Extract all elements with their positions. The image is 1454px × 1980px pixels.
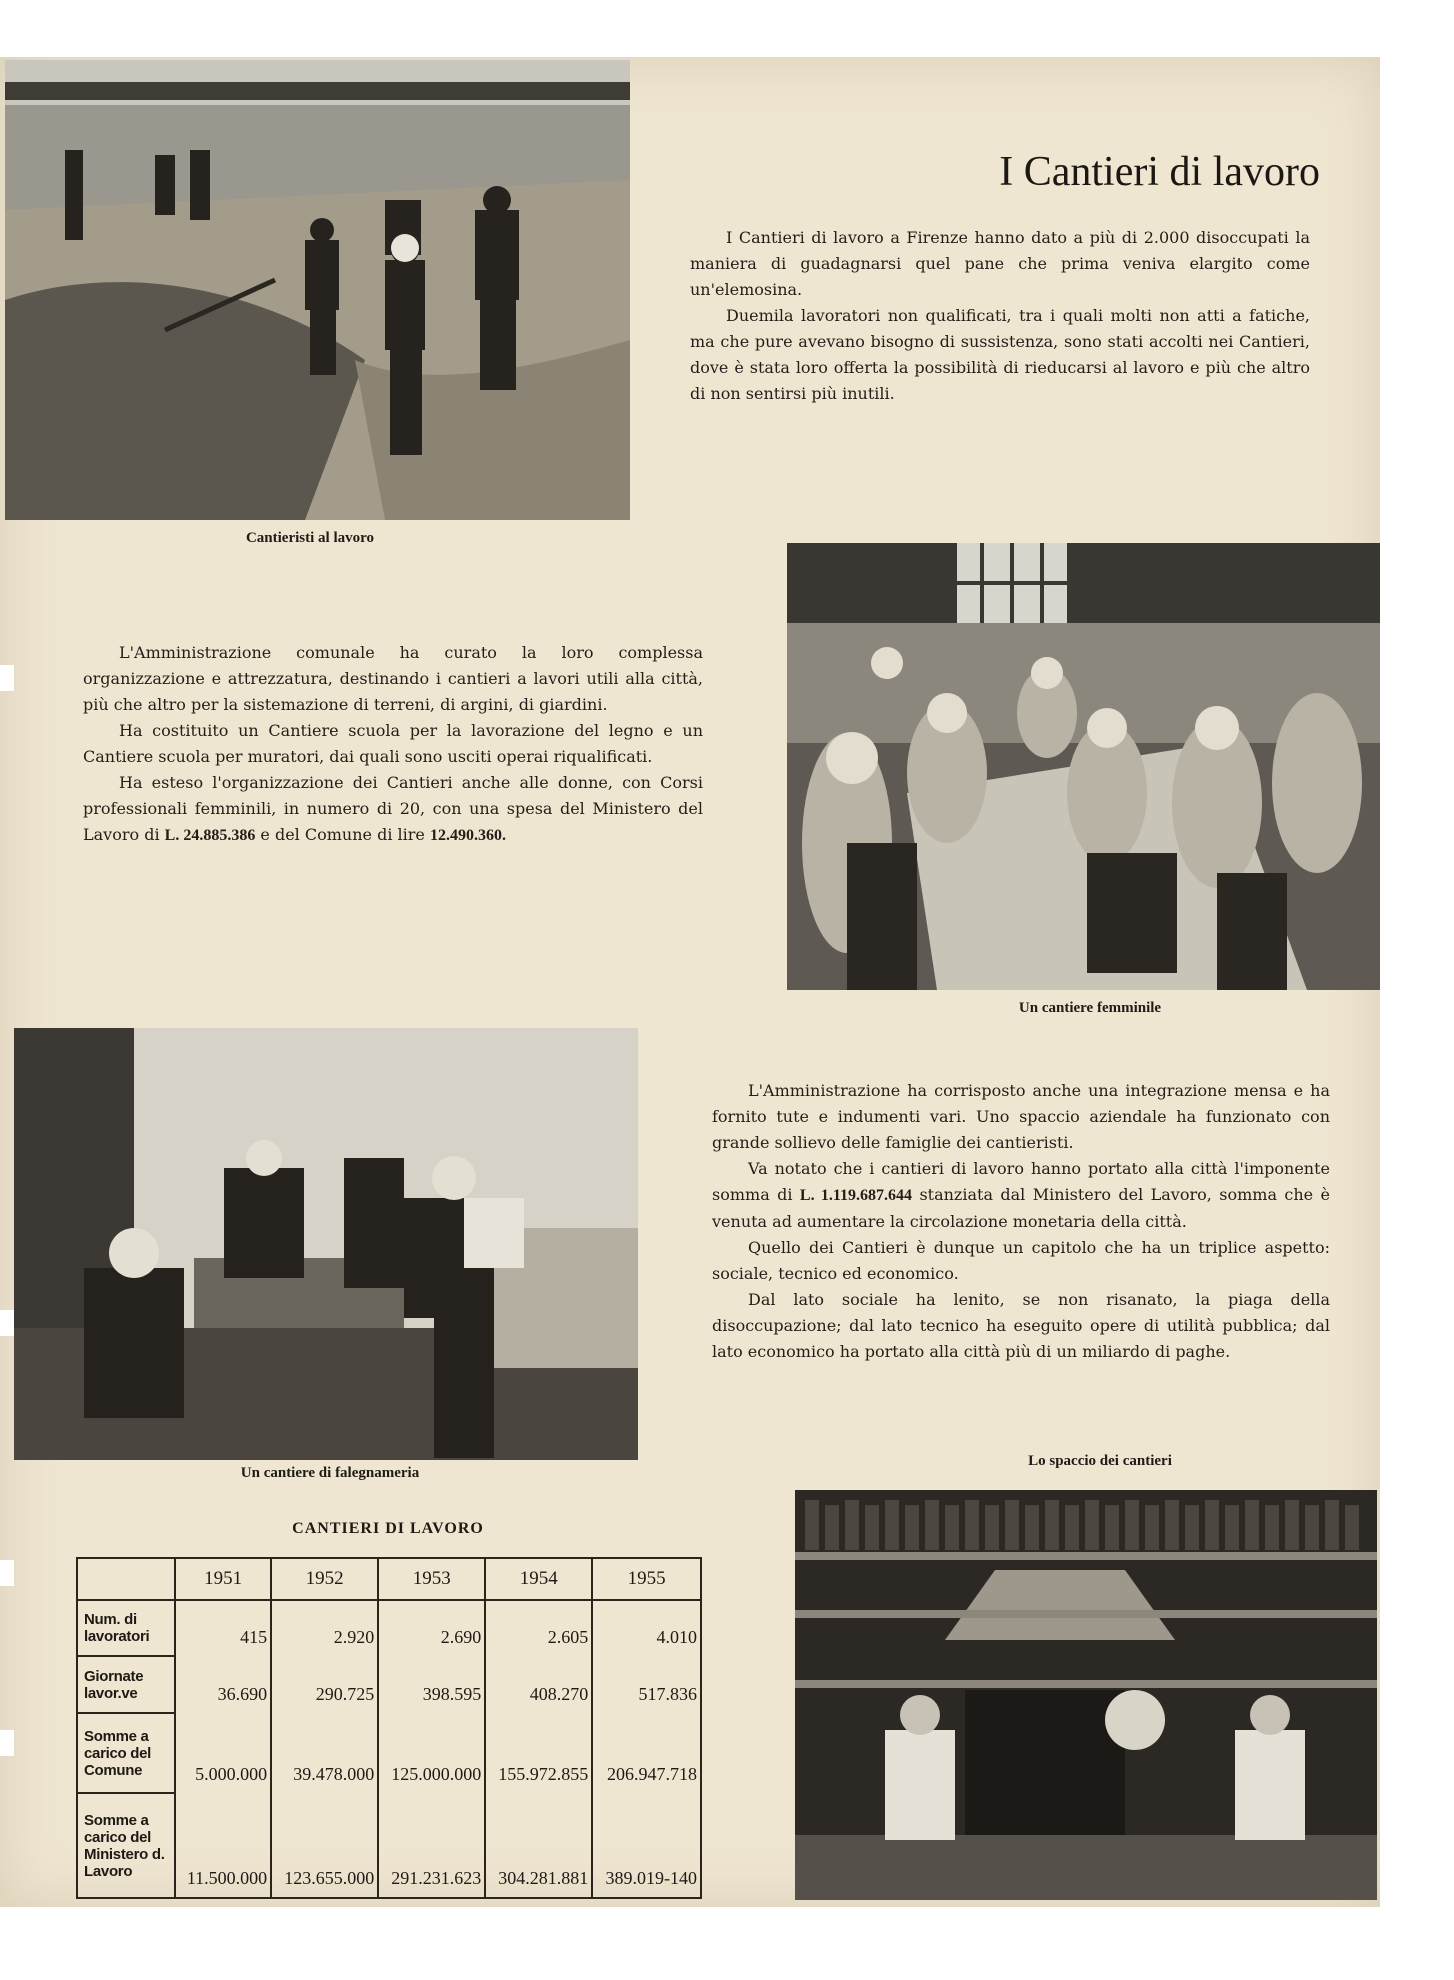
table-header-row (77, 1558, 701, 1600)
caption-photo1: Cantieristi al lavoro (245, 530, 375, 546)
row-label: Somme a carico del Ministero d. Lavoro (77, 1793, 175, 1898)
binding-hole (0, 665, 14, 691)
table-cell: 2.920 (271, 1600, 378, 1656)
section3-paragraph-3: Quello dei Cantieri è dunque un capitolo che ha un triplice aspetto: sociale, tecnico ed economico. (712, 1238, 1330, 1283)
table-header-year: 1954 (485, 1558, 592, 1600)
table-cell: 155.972.855 (485, 1713, 592, 1794)
intro-text (690, 225, 1310, 407)
table-cell: 4.010 (592, 1600, 701, 1656)
table-cell: 2.690 (378, 1600, 485, 1656)
binding-hole (0, 1730, 14, 1756)
caption-photo3: Un cantiere di falegnameria (240, 1465, 420, 1481)
table-cell: 125.000.000 (378, 1713, 485, 1794)
section3-paragraph-2: Va notato che i cantieri di lavoro hanno portato alla città l'imponente somma di L. 1.119.687.644 stanziata dal Ministero del Lavoro, somma che è venuta ad aumentare la circolazione monetaria della città. (712, 1159, 1330, 1231)
table-cell: 389.019-140 (592, 1793, 701, 1898)
table-cell: 415 (175, 1600, 271, 1656)
section2-paragraph-2: Ha costituito un Cantiere scuola per la lavorazione del legno e un Cantiere scuola per muratori, dai quali sono usciti operai riqualificati. (83, 721, 703, 766)
binding-hole (0, 1560, 14, 1586)
table-cell: 2.605 (485, 1600, 592, 1656)
section3-paragraph-1: L'Amministrazione ha corrisposto anche una integrazione mensa e ha fornito tute e indumenti vari. Uno spaccio aziendale ha funzionato con grande sollievo delle famiglie dei cantieristi. (712, 1081, 1330, 1152)
table-cell: 5.000.000 (175, 1713, 271, 1794)
table-header-corner (77, 1558, 175, 1600)
intro-paragraph-1: I Cantieri di lavoro a Firenze hanno dato a più di 2.000 disoccupati la maniera di guadagnarsi quel pane che prima veniva elargito come un'elemosina. (690, 228, 1310, 299)
row-label: Num. di lavoratori (77, 1600, 175, 1656)
table-header-year: 1951 (175, 1558, 271, 1600)
section2-paragraph-3: Ha esteso l'organizzazione dei Cantieri anche alle donne, con Corsi professionali femminili, in numero di 20, con una spesa del Ministero del Lavoro di L. 24.885.386 e del Comune di lire 12.490.360. (83, 773, 703, 844)
section3-text (712, 1078, 1330, 1365)
table-header-year: 1955 (592, 1558, 701, 1600)
row-label: Somme a carico del Comune (77, 1713, 175, 1794)
statistics-table (76, 1557, 702, 1899)
article-title: I Cantieri di lavoro (999, 149, 1320, 195)
table-cell: 11.500.000 (175, 1793, 271, 1898)
table-cell: 123.655.000 (271, 1793, 378, 1898)
table-row (77, 1656, 701, 1712)
photo-workers-riverbank (5, 60, 630, 520)
section3-paragraph-4: Dal lato sociale ha lenito, se non risanato, la piaga della disoccupazione; dal lato tecnico ha eseguito opere di utilità pubblica; dal lato economico ha portato alla città più di un miliardo di paghe. (712, 1290, 1330, 1361)
amount-total: L. 1.119.687.644 (799, 1187, 913, 1204)
table-cell: 36.690 (175, 1656, 271, 1712)
table-cell: 408.270 (485, 1656, 592, 1712)
photo-carpentry-workshop (14, 1028, 638, 1460)
table-cell: 39.478.000 (271, 1713, 378, 1794)
amount-comune: 12.490.360. (429, 827, 506, 844)
table-cell: 290.725 (271, 1656, 378, 1712)
table-row (77, 1600, 701, 1656)
table-cell: 304.281.881 (485, 1793, 592, 1898)
table-cell: 291.231.623 (378, 1793, 485, 1898)
photo-company-store (795, 1490, 1377, 1900)
photo-womens-workshop (787, 543, 1380, 990)
table-row (77, 1793, 701, 1898)
binding-hole (0, 1310, 14, 1336)
table-row (77, 1713, 701, 1794)
section2-text (83, 640, 703, 849)
table-cell: 398.595 (378, 1656, 485, 1712)
caption-photo4: Lo spaccio dei cantieri (1028, 1453, 1172, 1469)
table-cell: 206.947.718 (592, 1713, 701, 1794)
section2-paragraph-1: L'Amministrazione comunale ha curato la loro complessa organizzazione e attrezzatura, destinando i cantieri a lavori utili alla città, più che altro per la sistemazione di terreni, di argini, di giardini. (83, 643, 703, 714)
table-header-year: 1953 (378, 1558, 485, 1600)
row-label: Giornate lavor.ve (77, 1656, 175, 1712)
intro-paragraph-2: Duemila lavoratori non qualificati, tra i quali molti non atti a fatiche, ma che pure avevano bisogno di sussistenza, sono stati accolti nei Cantieri, dove è stata loro offerta la possibilità di rieducarsi al lavoro e più che altro di non sentirsi più inutili. (690, 306, 1310, 403)
amount-ministry: L. 24.885.386 (164, 827, 256, 844)
caption-photo2: Un cantiere femminile (1018, 1000, 1162, 1016)
table-cell: 517.836 (592, 1656, 701, 1712)
table-title: CANTIERI DI LAVORO (292, 1520, 484, 1537)
table-header-year: 1952 (271, 1558, 378, 1600)
